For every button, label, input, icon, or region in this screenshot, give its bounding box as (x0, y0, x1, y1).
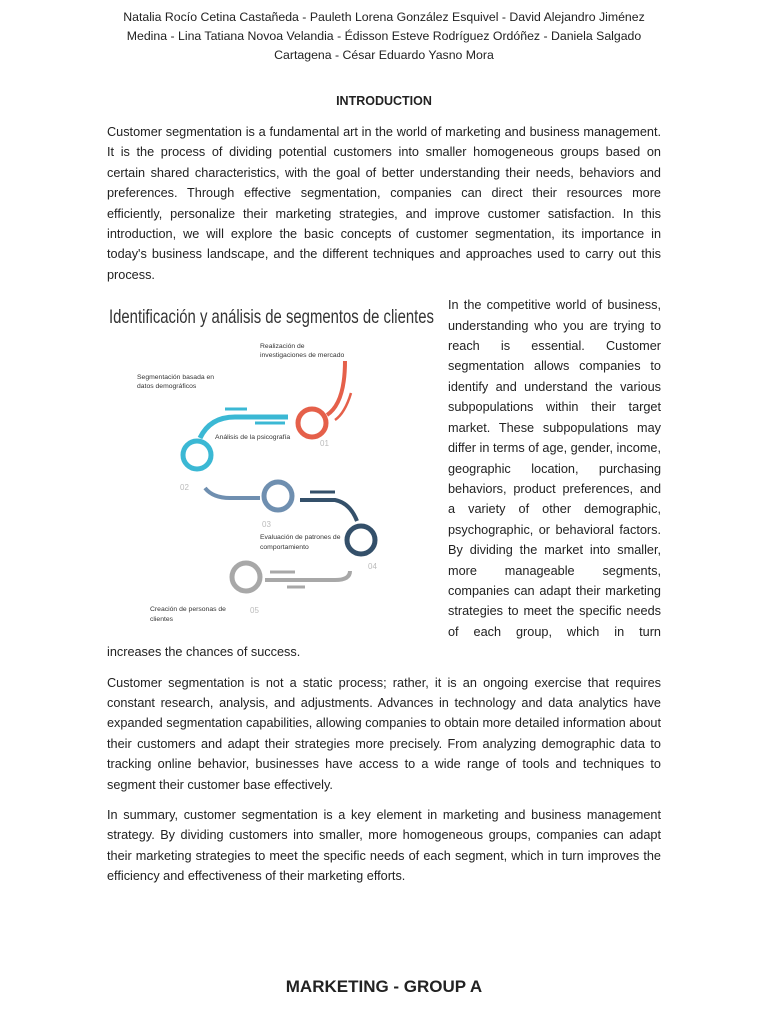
step-number: 05 (250, 606, 259, 616)
step-circle (264, 482, 292, 510)
step-circle (347, 526, 375, 554)
document-body (107, 122, 661, 897)
step-number: 03 (262, 520, 271, 530)
step-number: 02 (180, 483, 189, 493)
authors: Natalia Rocío Cetina Castañeda - Pauleth Lorena González Esquivel - David Alejandro Jiménez Medina - Lina Tatiana Novoa Velandia - Édisson Esteve Rodríguez Ordóñez - Daniela Salgado Cartagena - César Eduardo Yasno Mora (123, 10, 645, 62)
footer-title: MARKETING - GROUP A (285, 977, 483, 996)
diagram-title: Identificación y análisis de segmentos de clientes (109, 306, 435, 329)
step-label: Creación de personas de (150, 606, 226, 614)
step-label: comportamiento (260, 544, 309, 552)
segmentation-diagram (105, 293, 440, 635)
step-label: Evaluación de patrones de (260, 534, 341, 542)
step-label: Análisis de la psicografía (215, 434, 291, 442)
step-number: 01 (320, 439, 329, 449)
step-circle (232, 563, 260, 591)
paragraph: Customer segmentation is not a static process; rather, it is an ongoing exercise that requires constant research, analysis, and adjustments. Advances in technology and data analytics have expanded segmentation capabilities, allowing companies to obtain more detailed information about their customers and adapt their strategies more precisely. From analyzing demographic data to tracking online behavior, businesses have access to a wide range of tools and techniques to segment their customer base effectively. (107, 675, 661, 792)
paragraph: In summary, customer segmentation is a key element in marketing and business management strategy. By dividing customers into smaller, more homogeneous groups, companies can adapt their marketing strategies to meet the specific needs of each segment, which in turn improves the efficiency and effectiveness of their marketing efforts. (107, 808, 661, 884)
step-circle (183, 441, 211, 469)
step-label: Realización de (260, 343, 305, 351)
step-label: datos demográficos (137, 383, 197, 391)
section-heading: INTRODUCTION (336, 94, 432, 108)
step-label: Segmentación basada en (137, 374, 215, 382)
step-circle (298, 409, 326, 437)
paragraph: In the competitive world of business, understanding who you are trying to reach is essential. Customer segmentation allows companies to identify and understand the various subpopulations within their target market. These subpopulations may differ in terms of age, gender, income, geographic location, purchasing behaviors, product preferences, and a variety of other demographic, psychographic, or behavioral factors. By dividing the market into smaller, more manageable segments, companies can adapt their marketing strategies to meet the specific needs of each group, which in turn increases the chances of success. (107, 298, 661, 660)
step-label: investigaciones de mercado (260, 352, 345, 360)
step-label: clientes (150, 616, 174, 624)
paragraph: Customer segmentation is a fundamental art in the world of marketing and business management. It is the process of dividing potential customers into smaller homogeneous groups based on certain shared characteristics, with the goal of better understanding their needs, behaviors and preferences. Through effective segmentation, companies can direct their resources more efficiently, personalize their marketing strategies, and improve customer satisfaction. In this introduction, we will explore the basic concepts of customer segmentation, its importance in today's business landscape, and the different techniques and approaches used to carry out this process. (107, 125, 661, 282)
step-number: 04 (368, 562, 377, 572)
